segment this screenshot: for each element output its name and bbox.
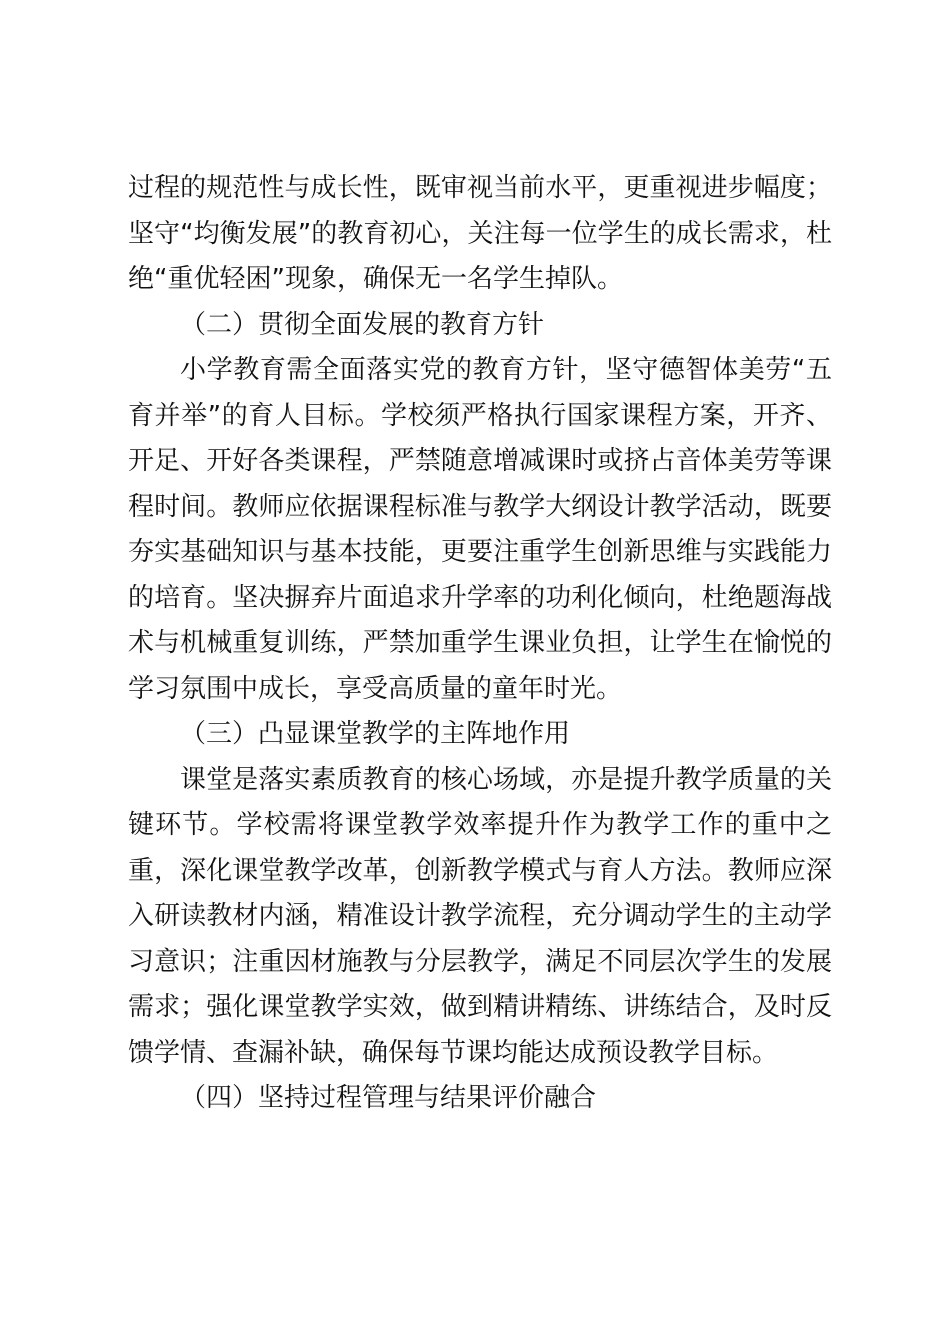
paragraph-section-2: 小学教育需全面落实党的教育方针，坚守德智体美劳“五育并举”的育人目标。学校须严格执行国家课程方案，开齐、开足、开好各类课程，严禁随意增减课时或挤占音体美劳等课程时间。教师应依据课程标准与教学大纲设计教学活动，既要夯实基础知识与基本技能，更要注重学生创新思维与实践能力的培育。坚决摒弃片面追求升学率的功利化倾向，杜绝题海战术与机械重复训练，严禁加重学生课业负担，让学生在愉悦的学习氛围中成长，享受高质量的童年时光。 — [128, 355, 832, 704]
section-heading-2: （二）贯彻全面发展的教育方针 — [180, 309, 545, 340]
section-heading-3: （三）凸显课堂教学的主阵地作用 — [180, 719, 571, 749]
document-body — [128, 166, 832, 1122]
paragraph-section-3: 课堂是落实素质教育的核心场域，亦是提升教学质量的关键环节。学校需将课堂教学效率提升作为教学工作的重中之重，深化课堂教学改革，创新教学模式与育人方法。教师应深入研读教材内涵，精准设计教学流程，充分调动学生的主动学习意识；注重因材施教与分层教学，满足不同层次学生的发展需求；强化课堂教学实效，做到精讲精练、讲练结合，及时反馈学情、查漏补缺，确保每节课均能达成预设教学目标。 — [128, 764, 832, 1068]
paragraph-continued: 过程的规范性与成长性，既审视当前水平，更重视进步幅度；坚守“均衡发展”的教育初心，关注每一位学生的成长需求，杜绝“重优轻困”现象，确保无一名学生掉队。 — [128, 173, 832, 294]
section-heading-4: （四）坚持过程管理与结果评价融合 — [180, 1083, 597, 1113]
